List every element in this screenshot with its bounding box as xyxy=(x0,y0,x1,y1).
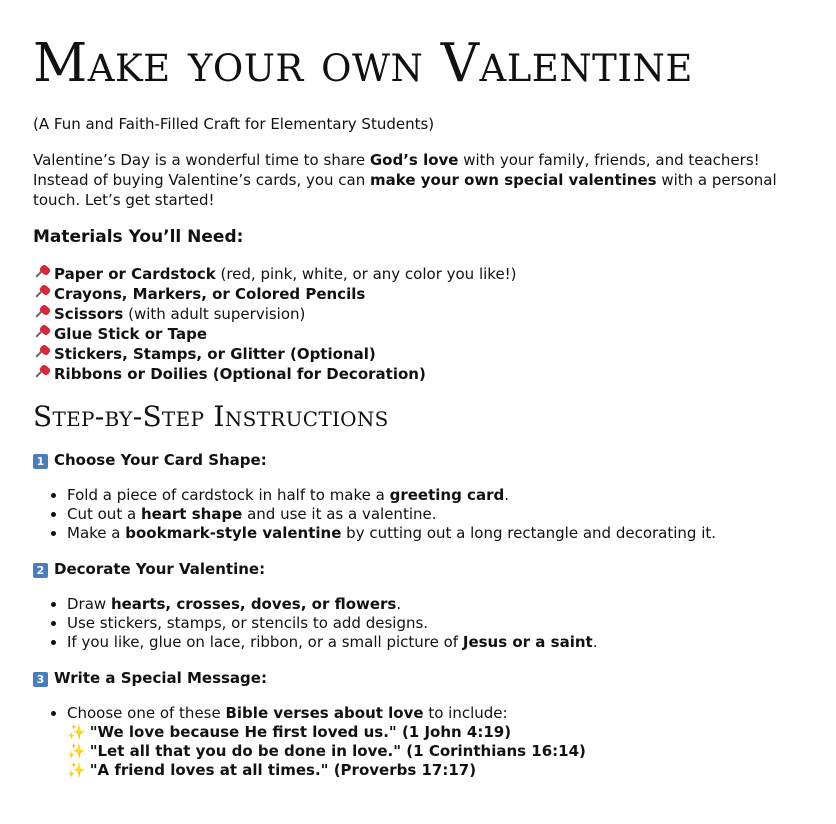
list-item xyxy=(67,742,836,761)
sparkles-icon: ✨ xyxy=(67,761,86,779)
verse-quote: "Let all that you do be done in love." xyxy=(89,742,402,760)
bullet-text: Make a xyxy=(67,524,126,542)
list-item xyxy=(67,486,836,505)
intro-text-1: Valentine’s Day is a wonderful time to share xyxy=(33,151,370,169)
bullet-text: . xyxy=(504,486,509,504)
bullet-text: If you like, glue on lace, ribbon, or a small picture of xyxy=(67,633,463,651)
sparkles-icon: ✨ xyxy=(67,742,86,760)
pushpin-icon xyxy=(33,325,51,341)
intro-bold-1: God’s love xyxy=(369,151,459,169)
bullet-text: Draw xyxy=(67,595,111,613)
pushpin-icon xyxy=(33,305,51,321)
verse-quote: "A friend loves at all times." xyxy=(89,761,329,779)
list-item xyxy=(33,364,836,384)
bullet-bold: heart shape xyxy=(140,505,243,523)
step-2-heading xyxy=(33,559,836,579)
bullet-text: Cut out a xyxy=(67,505,141,523)
list-item xyxy=(67,524,836,543)
materials-list xyxy=(33,264,836,384)
step-1-list xyxy=(33,486,836,543)
verse-reference: (Proverbs 17:17) xyxy=(328,761,477,779)
sparkles-icon: ✨ xyxy=(67,723,86,741)
step-2-list xyxy=(33,595,836,652)
bullet-text: to include: xyxy=(423,704,508,722)
material-note: (with adult supervision) xyxy=(123,305,306,323)
material-name: Glue Stick or Tape xyxy=(54,325,207,343)
material-name: Scissors xyxy=(54,305,124,323)
subtitle: (A Fun and Faith-Filled Craft for Elementary Students) xyxy=(33,115,435,133)
list-item xyxy=(67,723,836,742)
pushpin-icon xyxy=(33,285,51,301)
list-item xyxy=(33,304,836,324)
bullet-bold: Jesus or a saint xyxy=(462,633,593,651)
verse-reference: (1 Corinthians 16:14) xyxy=(401,742,586,760)
step-3-heading xyxy=(33,668,836,688)
list-item xyxy=(33,344,836,364)
list-item xyxy=(67,614,836,633)
material-name: Paper or Cardstock xyxy=(54,265,216,283)
intro-paragraph xyxy=(33,150,813,210)
step-1-heading xyxy=(33,450,836,470)
list-item xyxy=(33,264,836,284)
bullet-bold: bookmark-style valentine xyxy=(125,524,342,542)
step-title: Write a Special Message: xyxy=(54,669,267,687)
material-name: Crayons, Markers, or Colored Pencils xyxy=(54,285,366,303)
intro-text-2: with your family, friends, and teachers! Instead of buying Valentine’s cards, you can xyxy=(33,151,760,189)
bullet-text: and use it as a valentine. xyxy=(242,505,437,523)
list-item xyxy=(67,704,836,780)
material-name: Ribbons or Doilies (Optional for Decoration) xyxy=(54,365,426,383)
document-page xyxy=(0,34,836,780)
instructions-heading: Step-by-Step Instructions xyxy=(33,400,389,433)
materials-heading: Materials You’ll Need: xyxy=(33,227,244,247)
intro-bold-2: make your own special valentines xyxy=(370,171,657,189)
list-item xyxy=(67,633,836,652)
number-2-icon: 2 xyxy=(33,563,48,578)
pushpin-icon xyxy=(33,265,51,281)
list-item xyxy=(67,761,836,780)
bullet-bold: hearts, crosses, doves, or flowers xyxy=(110,595,397,613)
bullet-bold: greeting card xyxy=(389,486,505,504)
number-3-icon: 3 xyxy=(33,672,48,687)
verse-quote: "We love because He first loved us." xyxy=(89,723,397,741)
step-3-list xyxy=(33,704,836,780)
bullet-text: . xyxy=(396,595,402,613)
list-item xyxy=(33,324,836,344)
bullet-text: Use stickers, stamps, or stencils to add designs. xyxy=(67,614,429,632)
bullet-text: by cutting out a long rectangle and decorating it. xyxy=(341,524,717,542)
pushpin-icon xyxy=(33,365,51,381)
material-note: (red, pink, white, or any color you like!) xyxy=(215,265,517,283)
list-item xyxy=(67,505,836,524)
list-item xyxy=(67,595,836,614)
bullet-bold: Bible verses about love xyxy=(225,704,424,722)
intro-text-3: with a personal touch. Let’s get started! xyxy=(33,171,777,209)
bullet-text: . xyxy=(592,633,598,651)
verse-list xyxy=(67,723,836,780)
bullet-text: Fold a piece of cardstock in half to make a xyxy=(67,486,390,504)
list-item xyxy=(33,284,836,304)
pushpin-icon xyxy=(33,345,51,361)
number-1-icon: 1 xyxy=(33,454,48,469)
bullet-text: Choose one of these xyxy=(67,704,226,722)
verse-reference: (1 John 4:19) xyxy=(396,723,512,741)
page-title: Make your own Valentine xyxy=(33,33,693,94)
step-title: Decorate Your Valentine: xyxy=(54,560,266,578)
material-name: Stickers, Stamps, or Glitter (Optional) xyxy=(54,345,376,363)
step-title: Choose Your Card Shape: xyxy=(54,451,267,469)
